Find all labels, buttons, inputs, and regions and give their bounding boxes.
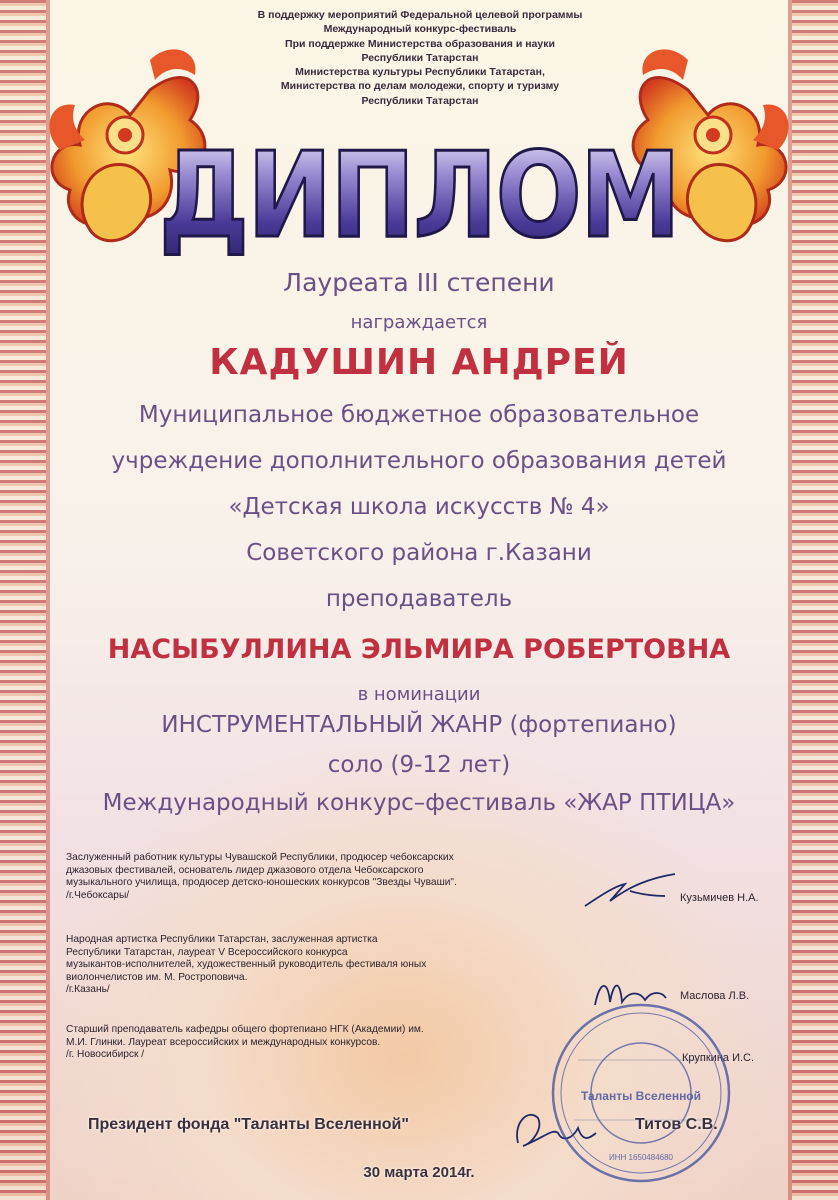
title-text: ДИПЛОМ [159,126,679,264]
institution-line: Муниципальное бюджетное образовательное [138,402,700,428]
institution-line: Советского района г.Казани [246,540,592,566]
jury-member-description [66,852,576,902]
header-line: Республики Татарстан [361,51,479,64]
winner-name: КАДУШИН АНДРЕЙ [209,342,629,383]
header-line: Министерства культуры Республики Татарстан, [295,66,545,79]
jury-member-description [66,1024,576,1062]
nomination-label: в номинации [357,684,481,705]
awarded-label: награждается [350,312,488,333]
header-line: Министерства по делам молодежи, спорту и туризму [280,80,560,93]
diploma-date: 30 марта 2014г. [363,1164,475,1181]
diploma-title [150,108,688,268]
teacher-label: преподаватель [325,586,513,612]
nomination-name: ИНСТРУМЕНТАЛЬНЫЙ ЖАНР (фортепиано) [161,712,677,738]
jury-member-name: Крупкина И.С. [682,1052,755,1064]
jury-text-line: Заслуженный работник культуры Чувашской Республики, продюсер чебоксарских [66,852,454,863]
jury-text-line: Старший преподаватель кафедры общего фортепиано НГК (Академии) им. [66,1024,424,1035]
jury-text-line: /г. Новосибирск / [66,1049,145,1061]
official-stamp [548,1000,734,1186]
institution-line: учреждение дополнительного образования детей [111,448,727,474]
signature-kuzmichev [580,866,680,916]
stamp-inn: ИНН 1650484680 [608,1153,674,1162]
stamp-center-text: Таланты Вселенной [580,1089,702,1103]
jury-text-line: Народная артистка Республики Татарстан, заслуженная артистка [66,934,378,945]
age-category: соло (9-12 лет) [327,752,511,778]
jury-member-name: Кузьмичев Н.А. [680,892,759,904]
jury-text-line: /г.Казань/ [66,984,110,996]
jury-member-name: Маслова Л.В. [680,990,750,1002]
header-line: Международный конкурс-фестиваль [323,23,517,36]
president-label: Президент фонда "Таланты Вселенной" [88,1116,409,1133]
organizers-header [180,8,660,108]
teacher-name: НАСЫБУЛЛИНА ЭЛЬМИРА РОБЕРТОВНА [107,634,731,665]
president-name: Титов С.В. [635,1116,718,1133]
header-line: При поддержке Министерства образования и науки [285,37,555,50]
jury-text-line: музыкального училища, продюсер детско-юношеских конкурсов "Звезды Чуваши". [66,877,457,889]
festival-name: Международный конкурс–фестиваль «ЖАР ПТИЦА» [102,790,736,816]
header-line: Республики Татарстан [361,94,479,107]
award-degree: Лауреата III степени [283,268,555,297]
jury-text-line: М.И. Глинки. Лауреат всероссийских и международных конкурсов. [66,1036,381,1048]
jury-text-line: Республики Татарстан, лауреат V Всероссийского конкурса [66,946,348,958]
header-line: В поддержку мероприятий Федеральной целевой программы [257,9,583,21]
jury-text-line: музыкантов-исполнителей, художественный руководитель фестиваля юных [66,959,427,971]
jury-text-line: джазовых фестивалей, основатель лидер джазового отдела Чебоксарского [66,864,424,876]
jury-member-description [66,934,576,997]
jury-text-line: виолончелистов им. М. Ростроповича. [66,971,248,983]
jury-text-line: /г.Чебоксары/ [66,889,130,901]
institution-line: «Детская школа искусств № 4» [228,494,610,520]
